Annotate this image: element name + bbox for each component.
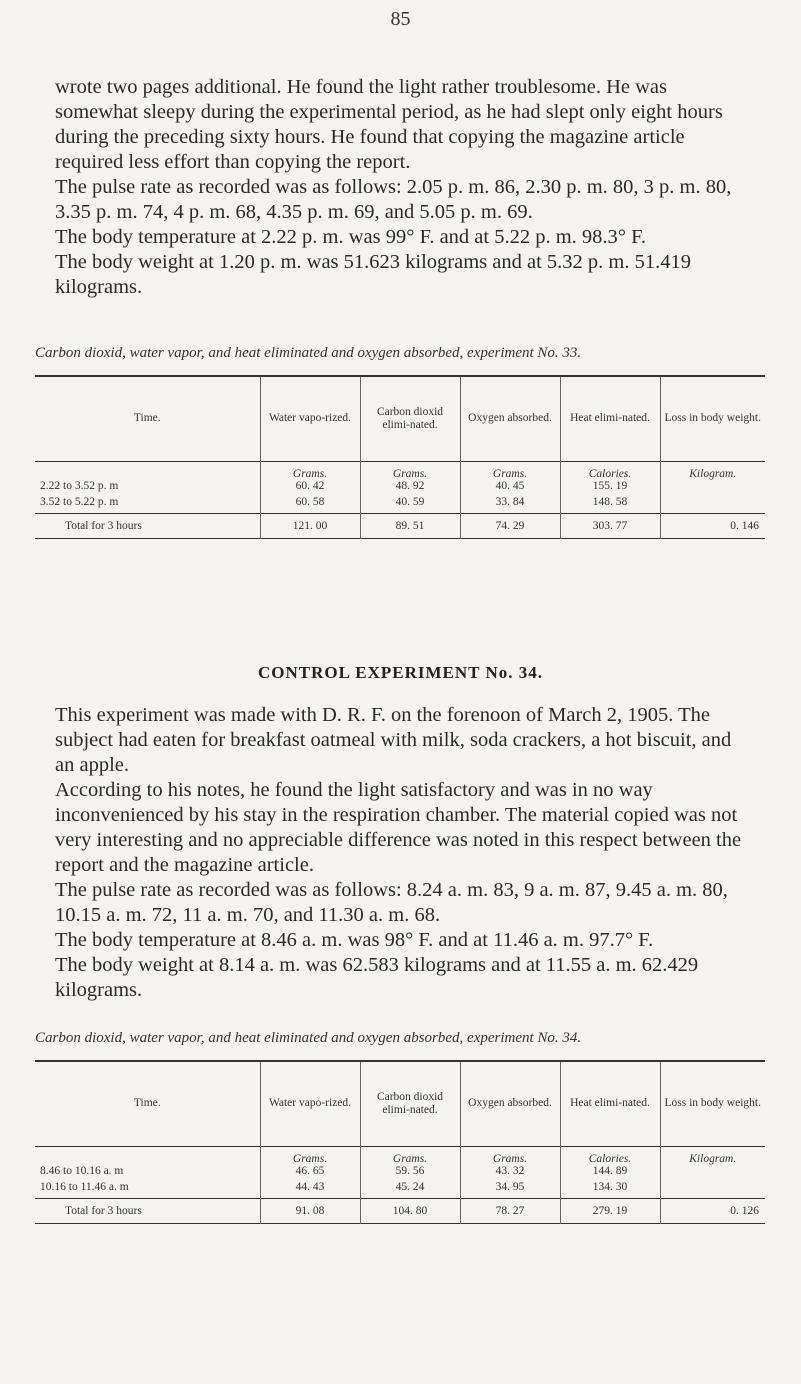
column-header: Carbon dioxid elimi-nated.: [360, 376, 460, 461]
time-cell: 8.46 to 10.16 a. m: [40, 1164, 124, 1177]
table-row: [35, 492, 765, 514]
units-cell: Grams.: [360, 461, 460, 480]
value-cell: [660, 492, 765, 514]
paragraph: The pulse rate as recorded was as follows: 2.05 p. m. 86, 2.30 p. m. 80, 3 p. m. 80, 3.35 p. m. 74, 4 p. m. 68, 4.35 p. m. 69, and 5.05 p. m. 69.: [55, 176, 732, 223]
units-cell: Calories.: [560, 1146, 660, 1165]
total-label: Total for 3 hours: [35, 514, 260, 539]
paragraph: The body weight at 8.14 a. m. was 62.583 kilograms and at 11.55 a. m. 62.429 kilograms.: [55, 954, 699, 1001]
column-header: Loss in body weight.: [660, 376, 765, 461]
total-cell: 89. 51: [360, 514, 460, 539]
units-cell: Kilogram.: [660, 461, 765, 480]
body-text-top: [55, 75, 745, 300]
total-cell: 0. 146: [660, 514, 765, 539]
total-cell: 279. 19: [560, 1199, 660, 1224]
column-header: Water vapo-rized.: [260, 1061, 360, 1146]
data-table-experiment-33: [35, 375, 765, 539]
column-header: Oxygen absorbed.: [460, 376, 560, 461]
paragraph: The body temperature at 8.46 a. m. was 98° F. and at 11.46 a. m. 97.7° F.: [55, 929, 654, 951]
paragraph: The pulse rate as recorded was as follows: 8.24 a. m. 83, 9 a. m. 87, 9.45 a. m. 80, 10.15 a. m. 72, 11 a. m. 70, and 11.30 a. m. 68.: [55, 879, 728, 926]
value-cell: 34. 95: [460, 1177, 560, 1199]
table-row: [35, 1177, 765, 1199]
units-cell: Kilogram.: [660, 1146, 765, 1165]
value-cell: 59. 56: [360, 1165, 460, 1177]
column-header: Time.: [133, 412, 161, 425]
column-header: Heat elimi-nated.: [560, 1061, 660, 1146]
paragraph: According to his notes, he found the light satisfactory and was in no way inconvenienced by his stay in the respiration chamber. The material copied was not very interesting and no appreciable difference was noted in this respect between the report and the magazine article.: [55, 779, 742, 876]
value-cell: 144. 89: [560, 1165, 660, 1177]
value-cell: 44. 43: [260, 1177, 360, 1199]
value-cell: 40. 45: [460, 480, 560, 492]
value-cell: 45. 24: [360, 1177, 460, 1199]
total-row: [35, 1199, 765, 1224]
value-cell: 33. 84: [460, 492, 560, 514]
column-header: Time.: [133, 1097, 161, 1110]
column-header: Water vapo-rized.: [260, 376, 360, 461]
value-cell: 134. 30: [560, 1177, 660, 1199]
paragraph: The body temperature at 2.22 p. m. was 99° F. and at 5.22 p. m. 98.3° F.: [55, 226, 647, 248]
value-cell: 60. 42: [260, 480, 360, 492]
total-cell: 78. 27: [460, 1199, 560, 1224]
total-cell: 303. 77: [560, 514, 660, 539]
total-cell: 0. 126: [660, 1199, 765, 1224]
total-label: Total for 3 hours: [35, 1199, 260, 1224]
time-cell: 3.52 to 5.22 p. m: [40, 496, 119, 509]
value-cell: 155. 19: [560, 480, 660, 492]
value-cell: [660, 480, 765, 492]
units-cell: Grams.: [360, 1146, 460, 1165]
units-cell: Grams.: [460, 1146, 560, 1165]
value-cell: 40. 59: [360, 492, 460, 514]
body-text-bottom: [55, 703, 745, 1003]
table-row: [35, 480, 765, 492]
section-heading: CONTROL EXPERIMENT No. 34.: [258, 663, 543, 682]
units-cell: Grams.: [260, 461, 360, 480]
value-cell: 46. 65: [260, 1165, 360, 1177]
column-header: Heat elimi-nated.: [560, 376, 660, 461]
table-caption: Carbon dioxid, water vapor, and heat eliminated and oxygen absorbed, experiment No. 33.: [35, 345, 582, 361]
table-caption: Carbon dioxid, water vapor, and heat eliminated and oxygen absorbed, experiment No. 34.: [35, 1030, 582, 1046]
column-header: Loss in body weight.: [660, 1061, 765, 1146]
units-cell: Calories.: [560, 461, 660, 480]
column-header: Oxygen absorbed.: [460, 1061, 560, 1146]
value-cell: 43. 32: [460, 1165, 560, 1177]
value-cell: 148. 58: [560, 492, 660, 514]
total-cell: 104. 80: [360, 1199, 460, 1224]
total-row: [35, 514, 765, 539]
data-table-experiment-34: [35, 1060, 765, 1224]
table-row: [35, 1165, 765, 1177]
time-cell: 10.16 to 11.46 a. m: [40, 1181, 129, 1194]
units-cell: Grams.: [260, 1146, 360, 1165]
column-header: Carbon dioxid elimi-nated.: [360, 1061, 460, 1146]
time-cell: 2.22 to 3.52 p. m: [40, 479, 119, 492]
value-cell: 48. 92: [360, 480, 460, 492]
total-cell: 74. 29: [460, 514, 560, 539]
page-number: 85: [390, 8, 411, 30]
paragraph: This experiment was made with D. R. F. on the forenoon of March 2, 1905. The subject had eaten for breakfast oatmeal with milk, soda crackers, a hot biscuit, and an apple.: [55, 704, 732, 776]
value-cell: 60. 58: [260, 492, 360, 514]
units-cell: [35, 1146, 260, 1165]
value-cell: [660, 1177, 765, 1199]
total-cell: 91. 08: [260, 1199, 360, 1224]
paragraph: The body weight at 1.20 p. m. was 51.623 kilograms and at 5.32 p. m. 51.419 kilograms.: [55, 251, 691, 298]
paragraph: wrote two pages additional. He found the light rather troublesome. He was somewhat sleepy during the experimental period, as he had slept only eight hours during the preceding sixty hours. He found that copying the magazine article required less effort than copying the report.: [55, 76, 723, 173]
units-cell: Grams.: [460, 461, 560, 480]
units-cell: [35, 461, 260, 480]
value-cell: [660, 1165, 765, 1177]
total-cell: 121. 00: [260, 514, 360, 539]
